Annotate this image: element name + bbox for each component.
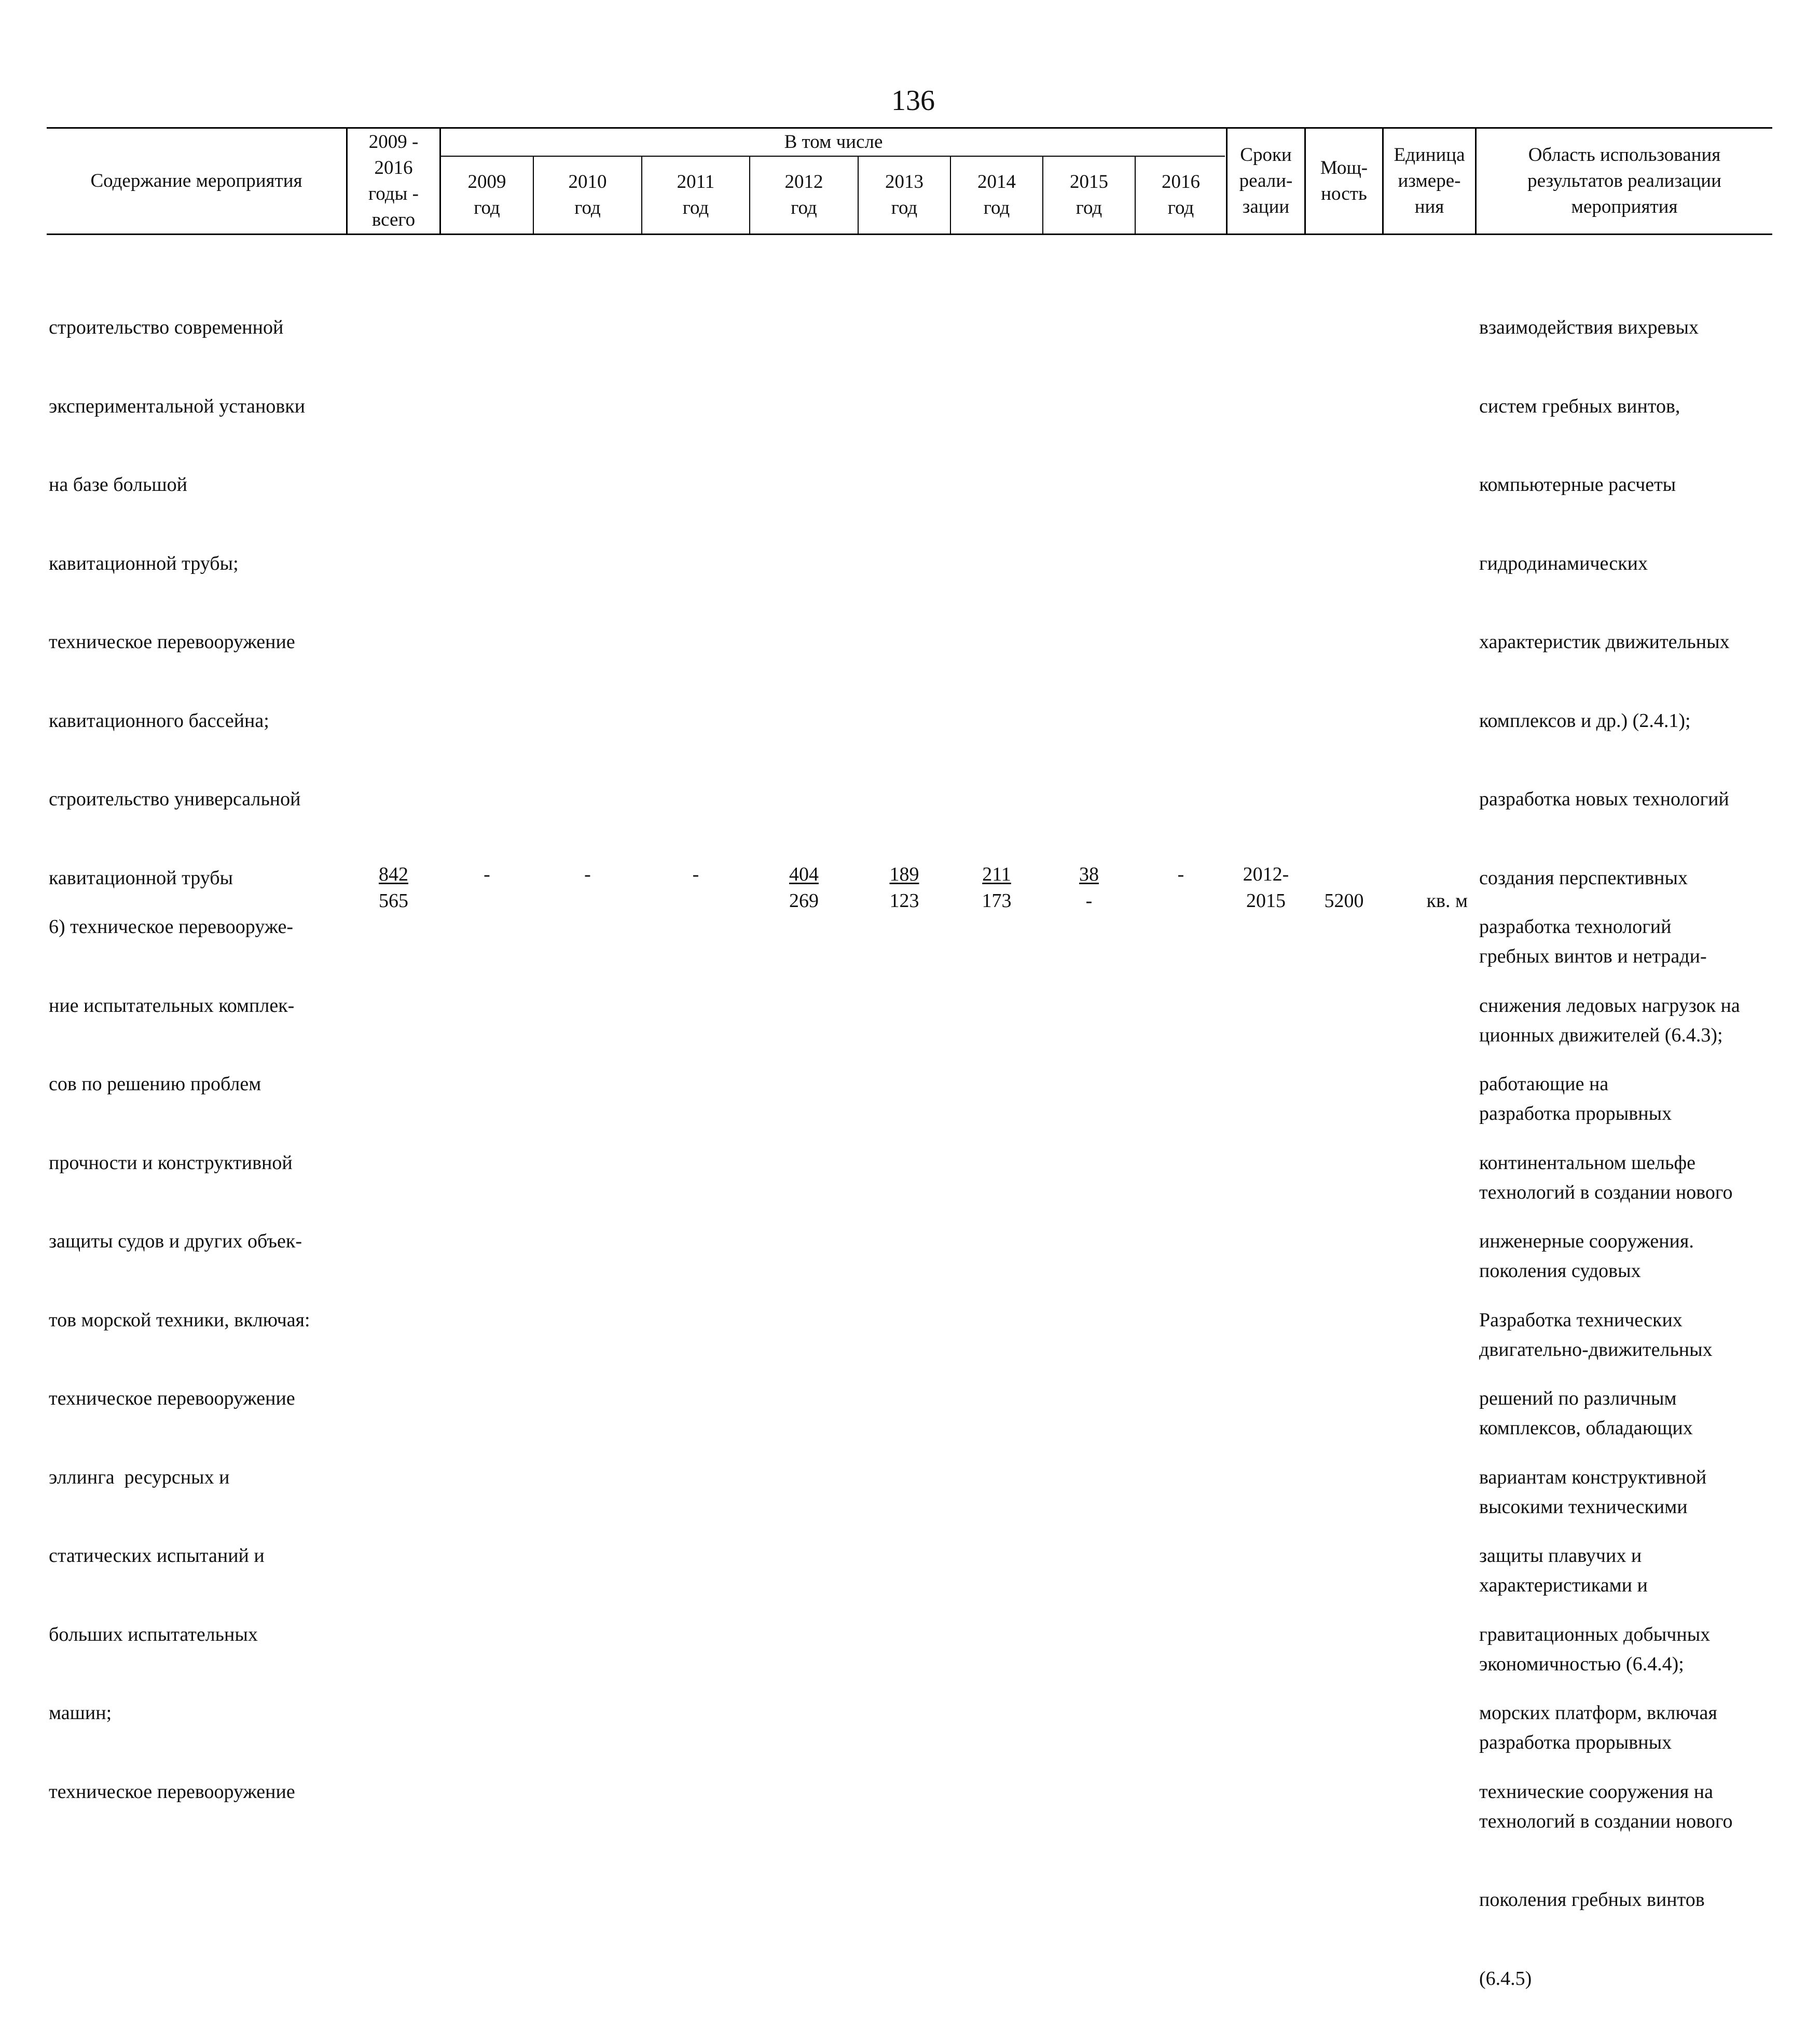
- text-line: защиты судов и других объек-: [49, 1230, 302, 1252]
- row2-2013-bottom: 123: [889, 890, 919, 912]
- year-unit: год: [574, 197, 601, 218]
- text-line: ние испытательных комплек-: [49, 994, 295, 1017]
- year-unit: год: [891, 197, 918, 218]
- row2-2014-bottom: 173: [982, 890, 1012, 912]
- text-line: поколения гребных винтов: [1479, 1889, 1705, 1911]
- row2-2016-top: -: [1177, 863, 1184, 885]
- year-label: 2016: [1162, 171, 1200, 193]
- header-year-2016: [1136, 157, 1226, 234]
- year-unit: год: [474, 197, 500, 218]
- text-line: характеристиками и: [1479, 1574, 1648, 1596]
- text-line: разработка прорывных: [1479, 1103, 1672, 1124]
- year-label: 2015: [1070, 171, 1108, 193]
- row1-content: [49, 262, 305, 917]
- text-line: машин;: [49, 1702, 112, 1724]
- text-line: ционных движителей (6.4.3);: [1479, 1024, 1723, 1046]
- header-total: [348, 128, 439, 234]
- header-total-line: 2009 -: [368, 131, 419, 153]
- header-year-2014: [951, 157, 1042, 234]
- text-line: экономичностью (6.4.4);: [1479, 1653, 1684, 1675]
- text-line: разработка технологий: [1479, 916, 1672, 938]
- header-terms: [1228, 128, 1304, 234]
- text-line: строительство универсальной: [49, 788, 301, 810]
- row2-2012-top: 404: [789, 863, 819, 885]
- text-line: гидродинамических: [1479, 552, 1648, 574]
- text-line: технические сооружения на: [1479, 1780, 1713, 1803]
- text-line: континентальном шельфе: [1479, 1151, 1695, 1174]
- text-line: взаимодействия вихревых: [1479, 317, 1699, 338]
- year-unit: год: [791, 197, 817, 218]
- text-line: характеристик движительных: [1479, 631, 1730, 653]
- text-line: экспериментальной установки: [49, 395, 306, 417]
- header-unit-line: ния: [1414, 196, 1444, 217]
- text-line: 6) техническое перевооруже-: [49, 916, 293, 938]
- header-area-line: Область использования: [1528, 144, 1721, 166]
- row2-2013-top: 189: [889, 863, 919, 885]
- row2-2009-top: -: [484, 863, 490, 885]
- header-total-line: 2016: [374, 157, 413, 179]
- text-line: морских платформ, включая: [1479, 1702, 1717, 1724]
- header-terms-line: зации: [1242, 196, 1290, 217]
- row2-total-top: 842: [379, 863, 408, 885]
- row2-2010-top: -: [584, 863, 591, 885]
- header-unit: [1384, 128, 1475, 234]
- row2-2012-bottom: 269: [789, 890, 819, 912]
- year-label: 2013: [885, 171, 923, 193]
- year-unit: год: [983, 197, 1010, 218]
- header-bottom-rule: [47, 234, 1772, 235]
- page-number: 136: [891, 85, 935, 117]
- header-year-2013: [859, 157, 950, 234]
- header-area-line: результатов реализации: [1527, 170, 1721, 191]
- text-line: кавитационной трубы: [49, 867, 233, 889]
- text-line: компьютерные расчеты: [1479, 474, 1676, 496]
- year-label: 2009: [467, 171, 506, 193]
- header-year-2012: [750, 157, 858, 234]
- row2-content: [49, 861, 310, 1831]
- header-unit-line: измере-: [1398, 170, 1461, 191]
- text-line: сов по решению проблем: [49, 1073, 261, 1095]
- text-line: систем гребных винтов,: [1479, 395, 1680, 417]
- text-line: комплексов и др.) (2.4.1);: [1479, 709, 1691, 732]
- header-area: [1477, 128, 1772, 234]
- row2-unit: кв. м: [1426, 890, 1468, 912]
- row2-capacity: 5200: [1324, 890, 1364, 912]
- text-line: техническое перевооружение: [49, 1780, 295, 1803]
- text-line: больших испытательных: [49, 1623, 258, 1645]
- text-line: строительство современной: [49, 317, 284, 338]
- text-line: защиты плавучих и: [1479, 1545, 1642, 1567]
- header-capacity-line: Мощ-: [1320, 157, 1368, 179]
- text-line: технологий в создании нового: [1479, 1810, 1733, 1832]
- text-line: тов морской техники, включая:: [49, 1309, 310, 1331]
- year-label: 2011: [677, 171, 715, 193]
- text-line: работающие на: [1479, 1073, 1609, 1095]
- text-line: решений по различным: [1479, 1388, 1677, 1409]
- header-terms-line: Сроки: [1240, 144, 1292, 166]
- text-line: инженерные сооружения.: [1479, 1230, 1694, 1252]
- text-line: техническое перевооружение: [49, 1388, 295, 1409]
- text-line: создания перспективных: [1479, 867, 1688, 889]
- header-year-2015: [1043, 157, 1135, 234]
- text-line: Разработка технических: [1479, 1309, 1683, 1331]
- header-capacity-line: ность: [1321, 183, 1367, 204]
- year-unit: год: [682, 197, 709, 218]
- row2-terms-end: 2015: [1246, 890, 1286, 912]
- row2-terms-start: 2012-: [1243, 863, 1289, 885]
- row2-2015-bottom: -: [1085, 890, 1093, 912]
- row2-total-bottom: 565: [379, 890, 408, 912]
- year-unit: год: [1076, 197, 1102, 218]
- header-total-line: годы -: [368, 183, 419, 204]
- text-line: поколения судовых: [1479, 1260, 1641, 1282]
- header-including: [441, 128, 1226, 156]
- header-terms-line: реали-: [1239, 170, 1293, 191]
- text-line: кавитационной трубы;: [49, 552, 239, 574]
- row2-2014-top: 211: [982, 863, 1011, 885]
- text-line: кавитационного бассейна;: [49, 709, 269, 732]
- text-line: разработка прорывных: [1479, 1732, 1672, 1753]
- header-year-2010: [534, 157, 641, 234]
- header-including-label: В том числе: [784, 131, 883, 153]
- header-area-line: мероприятия: [1571, 196, 1678, 217]
- header-capacity: [1306, 128, 1382, 234]
- text-line: гребных винтов и нетради-: [1479, 945, 1707, 967]
- row2-area: [1479, 861, 1740, 1831]
- year-unit: год: [1167, 197, 1194, 218]
- text-line: вариантам конструктивной: [1479, 1466, 1707, 1488]
- header-year-2009: [441, 157, 533, 234]
- header-content: [47, 128, 346, 234]
- text-line: разработка новых технологий: [1479, 788, 1729, 810]
- text-line: (6.4.5): [1479, 1967, 1532, 1989]
- row2-2011-top: -: [692, 863, 699, 885]
- header-total-line: всего: [371, 209, 416, 230]
- header-year-2011: [642, 157, 749, 234]
- text-line: техническое перевооружение: [49, 631, 295, 653]
- text-line: технологий в создании нового: [1479, 1181, 1733, 1203]
- text-line: комплексов, обладающих: [1479, 1417, 1693, 1439]
- header-unit-line: Единица: [1394, 144, 1465, 166]
- year-label: 2010: [568, 171, 607, 193]
- text-line: эллинга ресурсных и: [49, 1466, 230, 1488]
- text-line: на базе большой: [49, 474, 188, 496]
- text-line: снижения ледовых нагрузок на: [1479, 994, 1740, 1017]
- year-label: 2014: [977, 171, 1016, 193]
- text-line: статических испытаний и: [49, 1545, 265, 1567]
- text-line: прочности и конструктивной: [49, 1151, 293, 1174]
- text-line: высокими техническими: [1479, 1495, 1688, 1518]
- year-label: 2012: [784, 171, 823, 193]
- text-line: гравитационных добычных: [1479, 1623, 1711, 1645]
- text-line: двигательно-движительных: [1479, 1338, 1713, 1361]
- header-content-label: Содержание мероприятия: [90, 170, 302, 191]
- row2-2015-top: 38: [1079, 863, 1099, 885]
